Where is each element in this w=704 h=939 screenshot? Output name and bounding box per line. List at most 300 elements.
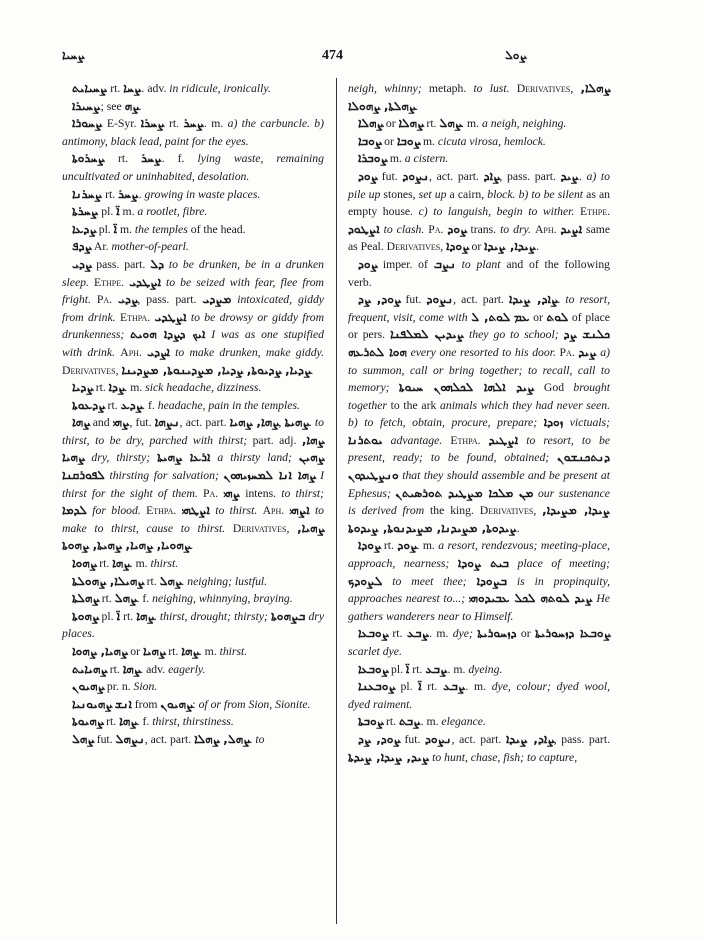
entry-text: . <box>536 240 539 254</box>
entry-text: . m. <box>204 117 228 131</box>
entry-text: of the head. <box>187 222 246 236</box>
entry-text: or <box>529 310 547 324</box>
entry-text: to resort, frequent, visit, come with <box>348 293 610 324</box>
entry-text: Pa. <box>428 222 444 236</box>
entry-text: . m. <box>429 627 453 641</box>
syriac-text: ܟܠܢܫ ܨܕ ܗܘܐ ܠܬܪܥܗ <box>348 327 611 359</box>
dictionary-entry <box>348 537 610 625</box>
entry-text: rt. <box>119 609 137 623</box>
entry-text: our sustenance is derived from <box>348 486 610 518</box>
syriac-text: ܥܡ <box>513 309 530 324</box>
syriac-text: ܨܗܘܐ <box>72 556 97 571</box>
entry-text: thirst, drought; thirsty; <box>159 609 268 623</box>
syriac-text: ܨܘܒܐ <box>358 133 382 148</box>
syriac-text: ܨܘܕܐ <box>446 239 469 254</box>
entry-text: rt. <box>143 574 160 588</box>
entry-text: rt. <box>423 117 440 131</box>
syriac-text: ܨܗܐ <box>122 661 141 676</box>
entry-text: a) the carbuncle. b) antimony, black lead, paint for the eyes. <box>62 117 325 148</box>
syriac-text: ܨܝܕ <box>560 168 579 183</box>
syriac-text: ܨܗܠ <box>114 591 137 606</box>
entry-text: thirst. <box>150 557 179 571</box>
entry-text: Derivatives, <box>516 82 574 95</box>
syriac-text: ܨܘܒܥܐ <box>358 626 389 641</box>
syriac-text: ܐܨܝܕ <box>560 221 583 236</box>
syriac-text: ܨܗܠܐ, ܨܗܠܬܐ, ܨܗܘܠܐ <box>348 81 611 113</box>
entry-text: . f. <box>142 398 158 412</box>
entry-text: , act. part. <box>144 732 195 746</box>
syriac-text: ܨܕܝ <box>118 292 138 307</box>
dictionary-entry <box>348 713 610 731</box>
syriac-text: ܐ̈ <box>116 204 120 219</box>
syriac-text: ܐܨܛܝܕ <box>488 432 519 447</box>
entry-text: to lust. <box>473 82 510 95</box>
entry-text: pass. part. <box>91 257 151 271</box>
syriac-text: ܨܗܠܐ <box>358 116 383 131</box>
entry-text <box>507 575 517 588</box>
entry-text <box>225 522 233 535</box>
dictionary-entry <box>62 643 324 661</box>
syriac-text: ܨܘܒܥܐ <box>358 661 389 676</box>
entry-text: headache, pain in the temples. <box>157 398 300 412</box>
entry-text: , act. part. <box>428 169 484 183</box>
entry-text: . f. <box>136 592 153 606</box>
syriac-text: ܨܗ <box>124 98 139 113</box>
entry-text: dyeing. <box>468 662 503 676</box>
syriac-text: ܨܚܪܢܐ <box>72 186 103 201</box>
entry-text: . <box>516 521 520 535</box>
entry-text <box>390 381 399 394</box>
entry-text: eagerly. <box>168 662 206 676</box>
syriac-text: ܠܘܬ <box>546 309 569 324</box>
entry-text: and <box>89 416 113 430</box>
syriac-text: ܨܗܠ, ܨܗܠܐ <box>194 731 250 746</box>
right-column <box>348 80 610 766</box>
syriac-text: ܨܚܘܪܐ <box>72 116 103 131</box>
syriac-text: ܨܗܝܐ <box>142 644 166 658</box>
entry-text: rt. <box>106 662 123 676</box>
entry-text: dye; <box>452 627 473 641</box>
page-number: 474 <box>322 48 343 63</box>
syriac-text: ܠܘܬ, ܠ <box>471 309 511 324</box>
entry-text: pl. <box>388 662 406 676</box>
syriac-text: ܢܨܘܕ <box>425 731 452 746</box>
syriac-text: ܨܗܝܢ ܠܦܘܪܩܢܐ <box>62 450 325 483</box>
syriac-text: ܨܗܐ <box>72 415 90 430</box>
syriac-text: ܨܗܠ <box>439 116 462 131</box>
entry-text: scarlet dye. <box>348 645 402 658</box>
header-left-word: ܨܚܝܐ <box>62 48 85 62</box>
entry-text: . f. <box>136 715 153 729</box>
entry-text: . <box>190 539 194 553</box>
entry-text: they go to school; <box>469 328 559 342</box>
entry-text: rt. <box>98 592 115 606</box>
entry-text: neighing; lustful. <box>187 574 268 588</box>
entry-text: a neigh, neighing. <box>481 117 567 131</box>
syriac-text: ܕܠ <box>150 256 164 271</box>
syriac-text: ܕܢܬܟܢܫܘܢ ܘܢܨܛܝܕܘܢ <box>348 450 611 483</box>
entry-text: to hunt, chase, fish; to capture, <box>432 750 578 764</box>
entry-text: dry, thirsty; <box>91 451 151 465</box>
entry-text: fut. <box>399 732 425 746</box>
entry-text: rt. <box>421 680 444 694</box>
entry-text: . adv. <box>141 82 170 95</box>
entry-text: rt. <box>102 187 119 201</box>
syriac-text: ܨܗܠ <box>72 731 94 746</box>
syriac-text: ܨܗܝܘܢܝܐ <box>72 696 112 711</box>
dictionary-entry <box>62 414 324 555</box>
entry-text: rt. <box>96 557 113 571</box>
syriac-text: ܐܪܥܐ ܨܗܝܬܐ <box>157 450 211 465</box>
entry-text: intoxicated, giddy from drink. <box>62 293 324 324</box>
entry-text: . m. <box>420 715 442 729</box>
entry-text <box>382 575 392 588</box>
entry-text: block. b) to be silent <box>487 187 584 201</box>
entry-text <box>509 557 518 570</box>
entry-text <box>573 82 580 95</box>
entry-text <box>449 557 458 570</box>
syriac-text: ܨܗܘܬܐ <box>72 608 99 623</box>
syriac-text: ܨܘܕ <box>447 221 467 236</box>
entry-text: a) to pile up <box>348 169 611 201</box>
entry-text: . <box>415 99 419 113</box>
dictionary-entry <box>348 661 610 679</box>
entry-text: . m. <box>461 117 482 131</box>
dictionary-entry <box>62 661 324 679</box>
syriac-text: ܨܚܝܪܐ <box>72 98 101 113</box>
entry-text: the king. <box>424 504 480 518</box>
syriac-text: ܝܘܬܪܢܐ <box>348 432 383 447</box>
dictionary-entry <box>62 379 324 397</box>
syriac-text: ܐܨܕܝ <box>147 344 170 359</box>
syriac-text: ܨܝܕܐ, ܨܝܕܐ <box>484 239 537 254</box>
entry-text <box>383 434 391 447</box>
entry-text: Pa. <box>96 293 113 307</box>
syriac-text: ܨܝܕ <box>578 344 597 359</box>
entry-text: dry places. <box>62 609 325 641</box>
syriac-text: ܨܗܝܘܢ <box>72 679 104 694</box>
entry-text: animals which they had never seen. b) to fetch, obtain, procure, prepare; <box>348 398 611 430</box>
entry-text: every one resorted to his door. <box>410 345 556 359</box>
entry-text: to thirst, to be dry, parched with thirst; <box>62 416 325 447</box>
entry-text: Derivatives, <box>232 521 290 535</box>
entry-text: . <box>310 363 314 377</box>
entry-text <box>289 522 297 535</box>
entry-text: . f. <box>161 152 198 166</box>
entry-text: Pa. <box>559 345 575 359</box>
entry-text: fut. <box>377 169 403 183</box>
entry-text: m. <box>117 222 135 236</box>
dictionary-entry <box>62 555 324 573</box>
entry-text: or <box>127 645 143 658</box>
syriac-text: ܨܗܐ <box>119 714 137 729</box>
syriac-text: ܨܗܐ, ܨܗܝܐ <box>229 415 279 430</box>
entry-text <box>510 82 517 95</box>
syriac-text: ܨܗܝܐܝܬ <box>72 661 107 676</box>
entry-text: . m. <box>447 662 469 676</box>
entry-text <box>518 434 526 447</box>
dictionary-entry <box>62 80 324 98</box>
syriac-text: ܨܗܝܘܢ <box>160 696 193 711</box>
entry-text: God <box>534 381 574 395</box>
entry-text: to be seized with fear, flee from fright. <box>62 275 324 307</box>
entry-text: , pass. part. <box>137 293 203 307</box>
syriac-text: ܕܙܚܘܪܝܬܐ <box>477 626 517 641</box>
entry-text: in ridicule, ironically. <box>169 82 271 95</box>
entry-text: growing in waste places. <box>144 187 261 201</box>
syriac-text: ܨܝܕ ܠܘܬܗ ܠܟܠ ܥܒܝܕܘܗܝ <box>468 591 593 606</box>
syriac-text: ܨܗܐ, ܨܗܝܐ <box>62 432 324 465</box>
entry-text: of or from Sion, Sionite. <box>198 697 311 711</box>
dictionary-entry <box>62 203 324 221</box>
entry-text: . <box>181 574 188 588</box>
syriac-text: ܨܐܕ, ܨܝܕܐ <box>509 292 558 307</box>
entry-text: . m. <box>129 557 151 571</box>
entry-text: or <box>381 134 397 148</box>
entry-text: rt. <box>92 381 109 395</box>
entry-text: thirsting for salvation; <box>109 469 219 483</box>
entry-text: victuals; <box>569 416 610 430</box>
entry-text: imper. of <box>377 257 434 271</box>
entry-text: Derivatives, <box>386 240 444 254</box>
entry-text: rt. <box>380 539 398 553</box>
entry-text: Ethpa. <box>450 433 481 447</box>
syriac-text: ܨܗܝܬܐ <box>284 415 309 430</box>
entry-text: thirst. <box>219 645 248 658</box>
entry-text: . <box>138 99 142 113</box>
entry-text: m. <box>420 134 438 148</box>
entry-text: . <box>308 416 315 430</box>
entry-text: ; see <box>100 99 125 113</box>
syriac-text: ܨܒܥ <box>406 626 430 641</box>
dictionary-entry <box>348 291 610 537</box>
syriac-text: ܨܒܬ <box>399 714 421 729</box>
entry-text: rt. <box>164 117 184 131</box>
syriac-text: ܡܢ ܡܠܟܐ ܡܨܛܝܕ ܬܘܪܣܝܬܢ <box>395 485 534 500</box>
dictionary-entry <box>348 133 610 151</box>
entry-text: trans. <box>466 222 501 236</box>
syriac-text: ܐ̈ <box>405 661 410 676</box>
entry-text: rt. <box>388 627 407 641</box>
entry-text: Aph. <box>262 504 285 518</box>
dictionary-entry <box>348 115 610 133</box>
syriac-text: ܒܨܘܕܐ <box>476 573 507 588</box>
syriac-text: ܐܨܛܕܝ <box>154 309 187 324</box>
syriac-text: ܨܚܐ <box>123 81 142 95</box>
dictionary-entry <box>348 168 610 256</box>
entry-text: is in propinquity, approaches nearest to...; <box>348 574 611 606</box>
syriac-text: ܨܗܠܐ <box>398 116 424 131</box>
syriac-text: ܢܨܘܕ <box>426 292 454 307</box>
entry-text: that they should assemble and be present at Ephesus; <box>348 469 610 500</box>
entry-text: pl. <box>98 609 117 623</box>
entry-text: to make to thirst, cause to thirst. <box>62 504 325 535</box>
entry-text: . m. <box>416 539 439 553</box>
entry-text: to make drunken, make giddy. <box>175 345 325 359</box>
syriac-text: ܢܨܒ <box>433 256 456 271</box>
dictionary-entry <box>62 98 324 116</box>
entry-text: place of meeting; <box>517 557 611 571</box>
syriac-text: ܠܕܡܐ <box>62 503 87 518</box>
entry-text: for blood. <box>92 504 141 518</box>
entry-text: brought together <box>348 381 610 412</box>
syriac-text: ܨܗܝ <box>112 415 130 430</box>
entry-text: I thirst for the sight of them. <box>62 469 324 500</box>
entry-text: rt. <box>383 715 399 729</box>
entry-text: pl. <box>394 680 419 694</box>
syriac-text: ܨܘܕ, ܨܕ <box>358 731 400 746</box>
entry-text: intens. <box>240 486 282 500</box>
entry-text: . <box>153 609 160 623</box>
entry-text: rt. <box>165 645 182 658</box>
entry-text: Ar. <box>90 240 112 254</box>
syriac-text: ܐ̈ <box>113 221 118 236</box>
syriac-text: ܨܘܕܐ <box>358 538 381 553</box>
syriac-text: ܨܗܐ <box>181 644 199 658</box>
syriac-text: ܨܝܕܐ, ܡܨܝܕܐ, ܨܝܕܘܬܐ, ܡܨܝܕܢܐ, ܡܨܝܕܢܘܬܐ, ܨܝܕܘܬܐ <box>348 503 610 535</box>
syriac-text: ܨܗܝܐ, ܨܗܘܐ <box>72 644 128 658</box>
entry-text: a cistern. <box>404 152 449 166</box>
entry-text: He gathers wanderers near to Himself. <box>348 592 610 623</box>
entry-text: to be drunken, be in a drunken sleep. <box>62 257 325 289</box>
entry-text: a) to summon, call or bring together; to recall, call to memory; <box>348 345 610 395</box>
entry-text <box>467 575 477 588</box>
entry-text: . adv. <box>140 662 169 676</box>
syriac-text: ܨܗܝܠܐ, ܨܗܘܠܬܐ <box>72 573 144 588</box>
dictionary-entry <box>348 678 610 713</box>
entry-text: I was as one stupified with drink. <box>62 328 325 359</box>
entry-text: dye, colour; dyed wool, dyed raiment. <box>348 680 611 711</box>
dictionary-entry <box>62 397 324 415</box>
dictionary-entry <box>348 80 610 115</box>
entry-text: thirst, thirstiness. <box>152 715 234 729</box>
entry-text: the temples <box>134 222 188 236</box>
entry-text: , <box>278 416 285 430</box>
syriac-text: ܨܘܕ <box>397 538 417 553</box>
syriac-text: ܨܕܥܐ <box>72 221 96 236</box>
column-divider <box>336 78 337 924</box>
entry-text: to resort, to be present, ready; to be found, obtained; <box>348 433 611 465</box>
syriac-text: ܨܘܒܐ <box>396 133 421 148</box>
syriac-text: ܨܗܝܘܬܐ <box>72 714 104 729</box>
entry-text: set up <box>418 187 447 201</box>
syriac-text: ܨܗܐ ܐܢܐ ܠܡܚܙܝܗܘܢ <box>223 468 316 483</box>
entry-text: pr. n. <box>103 680 134 694</box>
dictionary-entry <box>62 256 324 379</box>
entry-text: Ethpa. <box>119 310 151 324</box>
syriac-text: ܨܐܕ, ܨܝܕܐ <box>505 731 554 746</box>
entry-text: Sion. <box>133 680 158 694</box>
entry-text: neigh, whinny; <box>348 82 422 95</box>
syriac-text: ܨܕܥܘܬܐ <box>72 397 105 412</box>
entry-text: : <box>192 697 199 711</box>
entry-text: fut. <box>93 732 116 746</box>
syriac-text: ܨܚܝܐܝܬ <box>72 81 108 95</box>
entry-text: , act. part. <box>179 416 230 430</box>
entry-text: elegance. <box>441 715 486 729</box>
syriac-text: ܢܨܗܐ <box>154 415 180 430</box>
entry-text: . <box>249 732 256 746</box>
entry-text: rt. <box>105 152 142 166</box>
entry-text: same as Peal. <box>348 222 611 254</box>
entry-text: lying waste, remaining uncultivated or uninhabited, desolation. <box>62 152 324 183</box>
left-column <box>62 80 324 749</box>
entry-text: to dry. <box>500 222 531 236</box>
syriac-text: ܨܒܥ <box>425 661 448 676</box>
entry-text: , pass. part. <box>553 732 610 746</box>
syriac-text: ܨܝܕܝܢ ܠܡܠܦܢܐ <box>390 327 465 342</box>
syriac-text: ܨܘܕ, ܨܕ <box>358 292 401 307</box>
dictionary-entry <box>348 625 610 660</box>
entry-text: rt. <box>409 662 426 676</box>
entry-text: Ethpe. <box>93 275 125 289</box>
dictionary-entry <box>62 238 324 256</box>
syriac-text: ܨܚܪ <box>141 151 162 166</box>
entry-text: . m. <box>198 645 220 658</box>
dictionary-entry <box>348 731 610 766</box>
syriac-text: ܨܐܕ <box>483 168 500 183</box>
entry-text: Derivatives, <box>62 363 119 377</box>
entry-text: to meet thee; <box>392 574 467 588</box>
entry-text: c) to languish, begin to wither. <box>418 205 575 219</box>
syriac-text: ܨܘܒܥܢܐ <box>358 679 395 694</box>
dictionary-entry <box>62 115 324 150</box>
entry-text: and of the following verb. <box>348 257 611 289</box>
syriac-text: ܐ̈ <box>116 608 120 623</box>
syriac-text: ܙܘܕܐ <box>543 415 564 430</box>
dictionary-entry <box>348 256 610 291</box>
entry-text: , fut. <box>129 416 155 430</box>
entry-text: Ethpe. <box>579 205 610 219</box>
syriac-text: ܨܕܝ <box>72 256 92 271</box>
syriac-text: ܨܚܪ <box>118 186 139 201</box>
dictionary-entry <box>62 573 324 591</box>
entry-text: of place or pers. <box>348 310 610 342</box>
entry-text: from <box>131 697 161 711</box>
syriac-text: ܡܨܕܝ <box>202 292 232 307</box>
entry-text: . <box>578 169 587 183</box>
entry-text: or <box>468 240 485 254</box>
entry-text: pl. <box>98 205 117 219</box>
entry-text: neighing, whinnying, braying. <box>152 592 293 606</box>
syriac-text: ܨܝܕ, ܨܝܕܐ, ܨܝܕܬܐ <box>348 749 430 764</box>
syriac-text: ܨܘܕ <box>358 256 378 271</box>
entry-text: fut. <box>400 293 427 307</box>
syriac-text: ܨܗܝܐ, ܨܗܘܝܐ, ܨܗܝܐ, ܨܗܝܬܐ, ܨܗܘܬܐ <box>62 520 325 553</box>
entry-text: rt. <box>107 82 124 95</box>
entry-text <box>481 434 489 447</box>
dictionary-entry <box>62 186 324 204</box>
syriac-text: ܐܨܛܘܕ <box>348 221 380 236</box>
entry-text: sick headache, dizziness. <box>145 381 262 395</box>
entry-text: m. <box>119 205 138 219</box>
syriac-text: ܢܨܘܕ <box>402 168 429 183</box>
syriac-text: ܨܗܠ <box>159 573 182 588</box>
entry-text: Aph. <box>120 345 142 359</box>
syriac-text: ܨܚܪܐ <box>140 116 165 131</box>
entry-text: E-Syr. <box>102 117 141 131</box>
entry-text: Ethpa. <box>146 504 177 518</box>
entry-text: . <box>138 187 145 201</box>
syriac-text: ܨܘܒܬܐ <box>358 714 384 729</box>
dictionary-entry <box>62 590 324 608</box>
syriac-text: ܠܨܘܕܟ <box>348 573 383 588</box>
syriac-text: ܨܘܒܥܐ ܕܙܚܘܪܝܬܐ <box>535 626 611 641</box>
entry-text: to plant <box>461 257 501 271</box>
syriac-text: ܨܒܥ <box>443 679 466 694</box>
syriac-text: ܐܨܗܝ <box>289 503 310 518</box>
syriac-text: ܨܗܠܬܐ <box>72 591 99 606</box>
